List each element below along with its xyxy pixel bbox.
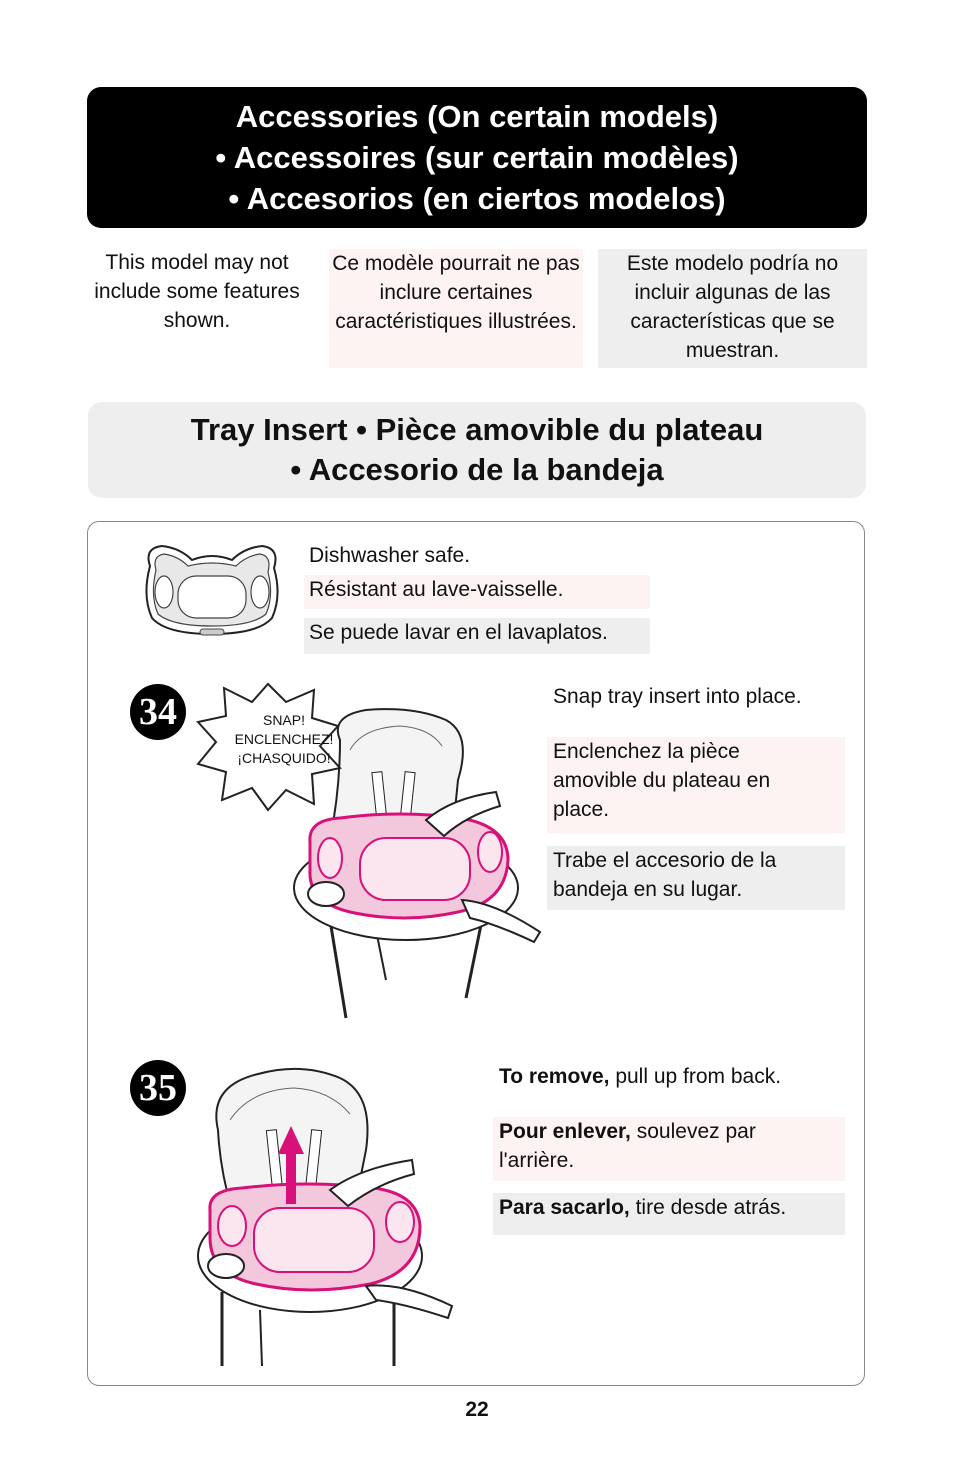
notice-en: This model may not include some features shown. — [94, 251, 300, 332]
step-35-en-lead: To remove, — [499, 1065, 610, 1088]
step-35-es-rest: tire desde atrás. — [629, 1196, 787, 1219]
step-34-fr-text: Enclenchez la pièce amovible du plateau en place. — [553, 740, 771, 821]
step-35-es — [493, 1193, 845, 1235]
dishwasher-en: Dishwasher safe. — [309, 544, 471, 567]
header-line-fr: • Accessoires (sur certain modèles) — [215, 140, 739, 175]
header-line-es: • Accesorios (en ciertos modelos) — [228, 181, 726, 216]
page-number: 22 — [465, 1398, 489, 1421]
step-35-es-lead: Para sacarlo, — [499, 1196, 630, 1219]
step-34-en: Snap tray insert into place. — [553, 685, 802, 708]
step-34-number: 34 — [130, 684, 186, 740]
step-35-illustration — [190, 1060, 462, 1370]
notice-es: Este modelo podría no incluir algunas de las características que se muestran. — [598, 249, 867, 368]
header-line-en: Accessories (On certain models) — [235, 99, 719, 134]
step-35-fr-lead: Pour enlever, — [499, 1120, 631, 1143]
step-35-en-rest: pull up from back. — [609, 1065, 782, 1088]
snap-line-en: SNAP! — [262, 712, 305, 728]
tray-insert-illustration — [140, 538, 285, 640]
snap-line-fr: ENCLENCHEZ! — [234, 731, 334, 747]
accessories-header — [87, 87, 867, 228]
snap-callout — [214, 711, 354, 768]
dishwasher-fr — [304, 575, 650, 609]
section-title-line2: • Accesorio de la bandeja — [290, 452, 664, 487]
dishwasher-fr-text: Résistant au lave-vaisselle. — [309, 578, 564, 601]
section-title-line1: Tray Insert • Pièce amovible du plateau — [190, 412, 764, 447]
tray-insert-title — [88, 402, 866, 498]
dishwasher-es-text: Se puede lavar en el lavaplatos. — [309, 621, 608, 644]
step-34-es-text: Trabe el accesorio de la bandeja en su lugar. — [553, 849, 777, 901]
snap-line-es: ¡CHASQUIDO! — [237, 750, 331, 766]
step-35-fr — [493, 1117, 845, 1181]
step-34-fr — [547, 737, 845, 834]
step-34-es — [547, 846, 845, 910]
dishwasher-es — [304, 618, 650, 654]
step-35-number: 35 — [130, 1060, 186, 1116]
step-35-en — [499, 1062, 849, 1091]
notice-fr: Ce modèle pourrait ne pas inclure certaines caractéristiques illustrées. — [329, 249, 583, 368]
step-35-fr-rest: soulevez par l'arrière. — [499, 1120, 756, 1172]
